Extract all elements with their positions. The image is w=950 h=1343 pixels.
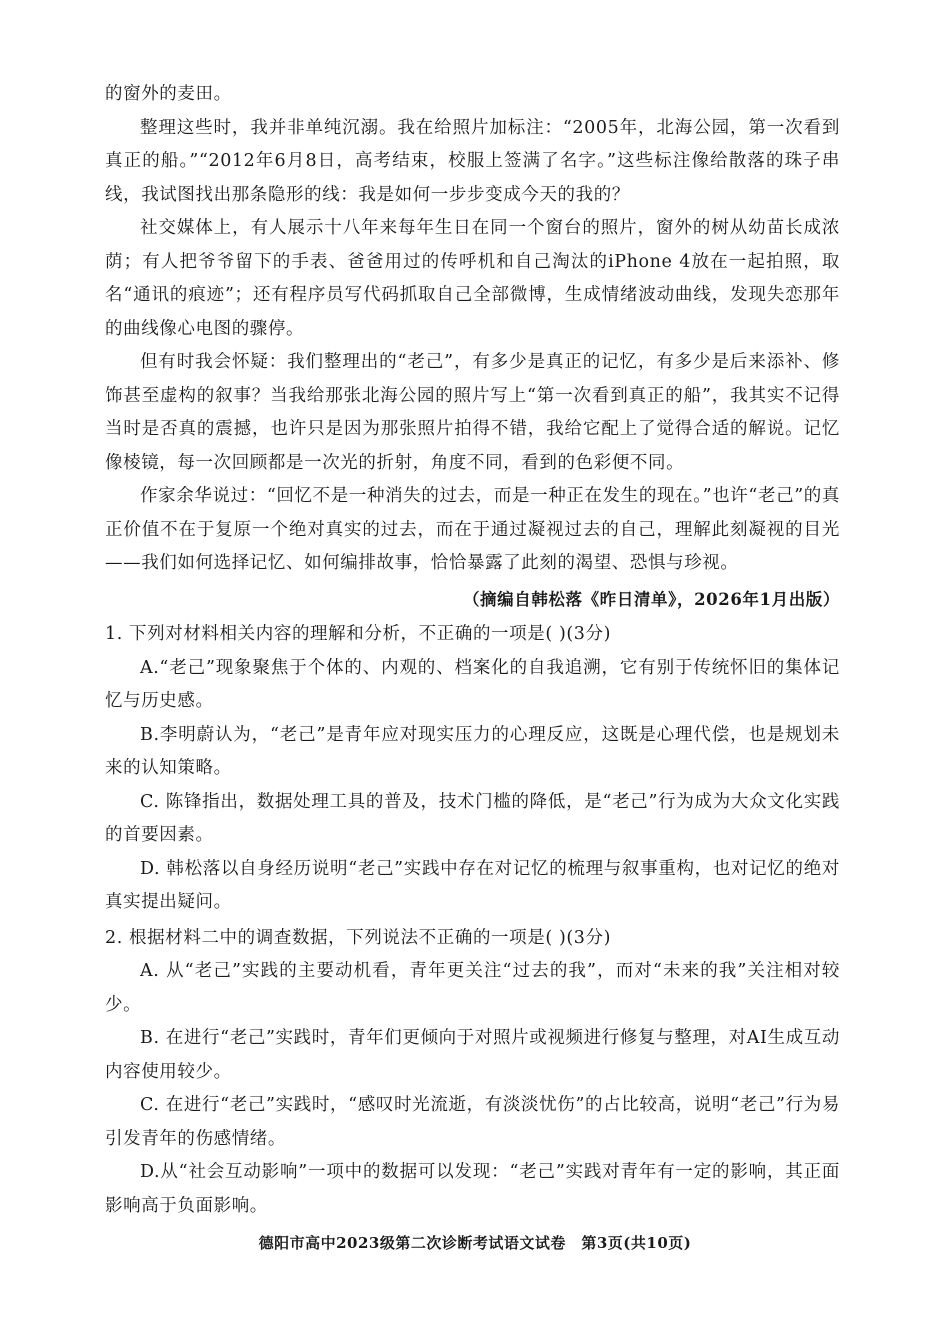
question-1-option-b: B.李明蔚认为，“老己”是青年应对现实压力的心理反应，这既是心理代偿，也是规划未来的认知策略。 [105, 724, 840, 778]
question-2 [105, 922, 840, 1224]
question-2-option-b: B. 在进行“老己”实践时，青年们更倾向于对照片或视频进行修复与整理，对AI生成互动内容使用较少。 [105, 1028, 840, 1082]
question-2-stem: 2. 根据材料二中的调查数据，下列说法不正确的一项是( )(3分) [105, 927, 612, 948]
passage-paragraph-3: 但有时我会怀疑：我们整理出的“老己”，有多少是真正的记忆，有多少是后来添补、修饰甚至虚构的叙事？当我给那张北海公园的照片写上“第一次看到真正的船”，我其实不记得当时是否真的震撼，也许只是因为那张照片拍得不错，我给它配上了觉得合适的解说。记忆像棱镜，每一次回顾都是一次光的折射，角度不同，看到的色彩便不同。 [105, 352, 840, 473]
passage-paragraph-2: 社交媒体上，有人展示十八年来每年生日在同一个窗台的照片，窗外的树从幼苗长成浓荫；有人把爷爷留下的手表、爸爸用过的传呼机和自己淘汰的iPhone 4放在一起拍照，取名“通讯的痕迹”；还有程序员写代码抓取自己全部微博，生成情绪波动曲线，发现失恋那年的曲线像心电图的骤停。 [105, 218, 840, 339]
passage-source: （摘编自韩松落《昨日清单》，2026年1月出版） [462, 589, 840, 609]
question-2-option-d: D.从“社会互动影响”一项中的数据可以发现：“老己”实践对青年有一定的影响，其正面影响高于负面影响。 [105, 1162, 840, 1216]
question-1-option-a: A.“老己”现象聚焦于个体的、内观的、档案化的自我追溯，它有别于传统怀旧的集体记忆与历史感。 [105, 657, 840, 711]
question-1-stem: 1. 下列对材料相关内容的理解和分析，不正确的一项是( )(3分) [105, 624, 612, 644]
question-2-option-a: A. 从“老己”实践的主要动机看，青年更关注“过去的我”，而对“未来的我”关注相对较少。 [105, 961, 840, 1015]
page-footer: 德阳市高中2023级第二次诊断考试语文试卷 第3页(共10页) [258, 1234, 692, 1252]
question-2-option-c: C. 在进行“老己”实践时，“感叹时光流逝，有淡淡忧伤”的占比较高，说明“老己”行为易引发青年的伤感情绪。 [105, 1095, 840, 1149]
passage-paragraph-1: 整理这些时，我并非单纯沉溺。我在给照片加标注：“2005年，北海公园，第一次看到真正的船。”“2012年6月8日，高考结束，校服上签满了名字。”这些标注像给散落的珠子串线，我试图找出那条隐形的线：我是如何一步步变成今天的我的？ [105, 117, 840, 205]
passage-continuation: 的窗外的麦田。 [105, 84, 232, 104]
passage-paragraph-4: 作家余华说过：“回忆不是一种消失的过去，而是一种正在发生的现在。”也许“老己”的真正价值不在于复原一个绝对真实的过去，而在于通过凝视过去的自己，理解此刻凝视的目光——我们如何选择记忆、如何编排故事，恰恰暴露了此刻的渴望、恐惧与珍视。 [105, 486, 840, 573]
question-1 [105, 618, 840, 920]
question-1-option-d: D. 韩松落以自身经历说明“老己”实践中存在对记忆的梳理与叙事重构，也对记忆的绝对真实提出疑问。 [105, 858, 840, 912]
question-1-option-c: C. 陈锋指出，数据处理工具的普及，技术门槛的降低，是“老己”行为成为大众文化实践的首要因素。 [105, 791, 840, 845]
